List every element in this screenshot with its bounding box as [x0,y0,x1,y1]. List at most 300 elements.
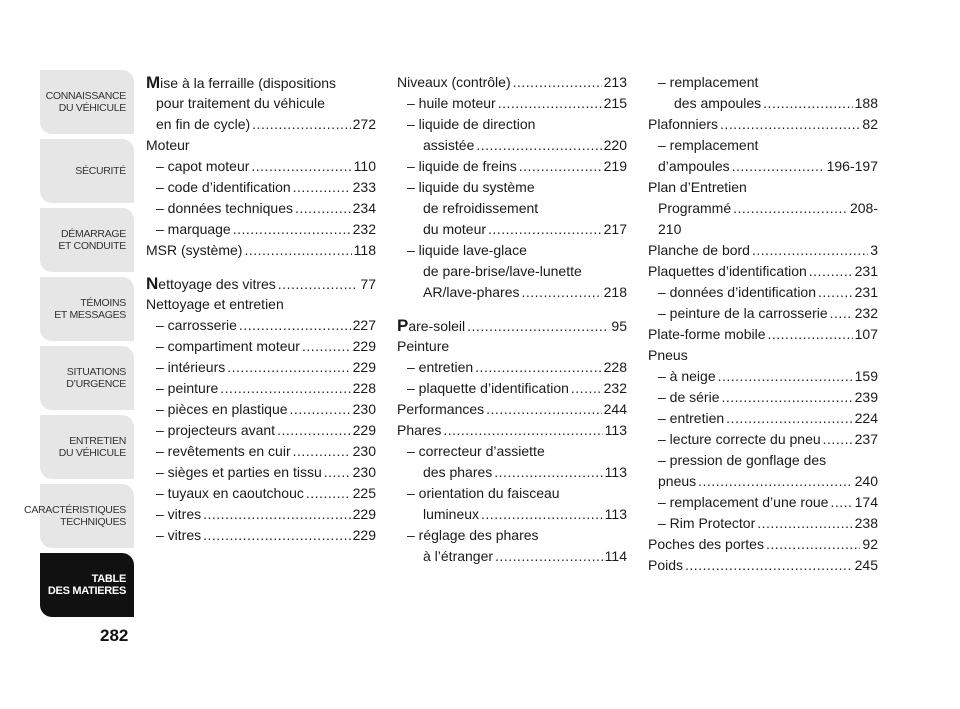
index-entry[interactable] [146,198,376,219]
dot-leader [571,378,602,399]
index-entry[interactable] [648,513,878,534]
index-column-2 [397,72,627,567]
index-entry[interactable] [648,135,878,156]
index-entry-text [156,156,249,177]
index-entry-text [658,492,828,513]
dot-leader [830,492,852,513]
index-entry[interactable] [397,261,627,282]
dot-leader [766,534,860,555]
dot-leader [519,156,602,177]
dot-leader [763,93,852,114]
dot-leader [293,177,351,198]
index-entry-text [407,525,539,546]
section-initial: M [146,73,161,92]
index-entry[interactable] [397,378,627,399]
index-page-ref: 230 [352,464,376,480]
index-page-ref: 229 [352,422,376,438]
index-page-ref: 113 [604,506,627,522]
index-entry[interactable] [146,420,376,441]
index-entry[interactable] [397,483,627,504]
dot-leader [488,219,602,240]
index-entry-label: – code d’identification [156,179,291,195]
index-entry-label: – de série [658,389,720,405]
index-entry-label: – lecture correcte du pneu [658,431,821,447]
index-entry[interactable] [648,114,878,135]
index-entry[interactable] [146,135,376,156]
index-entry-label: – vitres [156,506,202,522]
index-entry[interactable] [397,72,627,93]
index-entry-label: du moteur [423,221,487,237]
index-entry[interactable] [146,72,376,93]
index-entry-text [146,72,336,94]
index-entry[interactable] [397,399,627,420]
index-entry-text [658,282,816,303]
dot-leader [306,483,351,504]
index-page-ref: 110 [353,158,376,174]
sidebar-tab[interactable]: SÉCURITÉ [40,139,134,203]
index-entry-text [648,555,683,576]
dot-leader [324,462,351,483]
index-page-ref: 224 [854,410,878,426]
dot-leader [486,399,601,420]
index-entry-text [423,504,479,525]
index-entry[interactable] [648,450,878,471]
index-entry-text [156,93,325,114]
index-entry-text [156,357,225,378]
dot-leader [732,156,825,177]
index-entry[interactable] [397,420,627,441]
dot-leader [818,282,853,303]
index-entry-label: des phares [423,464,493,480]
index-entry[interactable] [397,525,627,546]
index-page-ref: 231 [854,284,878,300]
dot-leader [768,324,853,345]
dot-leader [295,198,351,219]
index-entry-text [146,273,276,295]
index-entry[interactable] [146,378,376,399]
index-page-ref: 159 [854,368,878,384]
index-entry-label: – capot moteur [156,158,250,174]
dot-leader [481,504,603,525]
index-entry-text [156,219,231,240]
index-entry-label: Peinture [397,338,450,354]
index-entry[interactable] [146,273,376,294]
dot-leader [809,261,853,282]
index-entry-label: – liquide lave-glace [407,242,527,258]
index-entry-label: – remplacement d’une roue [658,494,829,510]
index-entry-text [648,261,807,282]
index-entry-text [146,294,284,315]
index-entry-label: Plate-forme mobile [648,326,766,342]
index-entry-label: Planche de bord [648,242,750,258]
index-entry-text [407,177,535,198]
index-entry-text [658,450,826,471]
index-page-ref: 113 [604,464,627,480]
index-entry[interactable] [648,198,878,219]
index-entry-label: pneus [658,473,697,489]
index-entry-label: – plaquette d’identification [407,380,569,396]
dot-leader [239,315,351,336]
index-entry-text [156,315,237,336]
dot-leader [475,357,601,378]
index-column-1 [146,72,376,546]
index-entry-text [156,441,291,462]
dot-leader [495,546,603,567]
index-page-ref: 240 [854,473,878,489]
index-entry-text [658,198,731,219]
index-entry-label: – liquide du système [407,179,535,195]
index-entry-text [658,408,724,429]
index-page-ref: 229 [352,527,376,543]
index-entry[interactable] [648,429,878,450]
index-entry[interactable] [146,483,376,504]
index-page-ref: 218 [603,284,627,300]
dot-leader [467,316,609,337]
index-page-ref: 229 [352,359,376,375]
index-entry-text [156,504,201,525]
index-entry-label: Phares [397,422,442,438]
index-page-ref: 77 [360,276,376,292]
index-entry-label: de refroidissement [423,200,539,216]
index-page-ref: 232 [352,221,376,237]
sidebar-tab[interactable]: CONNAISSANCE DU VÉHICULE [40,70,134,134]
index-page-ref: 231 [854,263,878,279]
index-entry[interactable] [146,294,376,315]
index-entry[interactable] [397,156,627,177]
index-entry-label: AR/lave-phares [423,284,520,300]
index-entry[interactable] [146,441,376,462]
dot-leader [698,471,852,492]
index-entry[interactable] [146,177,376,198]
dot-leader [203,525,351,546]
index-entry-label: d’ampoules [658,158,730,174]
dot-leader [227,357,350,378]
index-entry-label: – données techniques [156,200,293,216]
index-page-ref: 238 [854,515,878,531]
index-entry-label: 210 [658,221,682,237]
index-entry[interactable] [397,546,627,567]
index-entry-label: Poches des portes [648,536,764,552]
index-page-ref: 228 [603,359,627,375]
index-entry-text [423,198,538,219]
index-page-ref: 232 [854,305,878,321]
index-entry-label: – remplacement [658,137,759,153]
index-entry-label: – peinture de la carrosserie [658,305,828,321]
index-entry[interactable] [648,282,878,303]
index-entry[interactable] [146,357,376,378]
index-entry[interactable] [397,177,627,198]
dot-leader [244,240,351,261]
index-entry[interactable] [648,387,878,408]
index-entry-label: – pièces en plastique [156,401,288,417]
index-entry[interactable] [397,357,627,378]
index-page-ref: 230 [352,443,376,459]
dot-leader [720,114,860,135]
dot-leader [494,462,602,483]
index-page-ref: 113 [604,422,627,438]
sidebar-tab[interactable]: ENTRETIEN DU VÉHICULE [40,415,134,479]
index-entry-label: – liquide de freins [407,158,517,174]
index-entry-text [407,156,517,177]
dot-leader [443,420,602,441]
index-page-ref: 82 [862,116,878,132]
index-entry-text [156,399,288,420]
index-entry[interactable] [648,156,878,177]
index-entry[interactable] [146,240,376,261]
index-entry-label: Niveaux (contrôle) [397,74,511,90]
dot-leader [498,93,602,114]
index-page-ref: 3 [870,242,878,258]
index-page-ref: 219 [603,158,627,174]
index-page-ref: 245 [854,557,878,573]
sidebar-tab[interactable]: DÉMARRAGE ET CONDUITE [40,208,134,272]
section-gap [146,261,376,273]
index-page-ref: 232 [603,380,627,396]
index-entry[interactable] [146,462,376,483]
index-entry-label: – tuyaux en caoutchouc [156,485,304,501]
index-entry-label: MSR (système) [146,242,243,258]
index-entry[interactable] [648,72,878,93]
index-page-ref: 228 [352,380,376,396]
index-entry-label: des ampoules [674,95,762,111]
dot-leader [277,420,351,441]
index-entry-label: Moteur [146,137,190,153]
section-gap [397,303,627,315]
index-entry-text [407,240,527,261]
index-entry[interactable] [648,492,878,513]
index-entry-label: – huile moteur [407,95,496,111]
index-entry-label: Pneus [648,347,688,363]
index-entry[interactable] [648,219,878,240]
index-entry-label: – données d’identification [658,284,817,300]
index-entry[interactable] [648,345,878,366]
index-entry-text [658,72,758,93]
index-entry[interactable] [146,525,376,546]
index-page-ref: 237 [854,431,878,447]
index-page-ref: 174 [854,494,878,510]
index-entry-text [423,462,492,483]
index-entry-text [397,336,449,357]
index-entry-label: – entretien [407,359,474,375]
index-entry-label: Poids [648,557,684,573]
sidebar-tab[interactable]: SITUATIONS D’URGENCE [40,346,134,410]
index-entry-label: Performances [397,401,485,417]
index-entry[interactable] [648,324,878,345]
dot-leader [203,504,351,525]
index-entry-label: de pare-brise/lave-lunette [423,263,582,279]
index-entry[interactable] [397,282,627,303]
index-entry-label: – orientation du faisceau [407,485,560,501]
index-entry-label: ettoyage des vitres [158,276,276,292]
dot-leader [823,429,853,450]
index-entry-text [423,219,486,240]
index-entry[interactable] [397,336,627,357]
index-entry-text [658,471,696,492]
index-entry-text [407,378,569,399]
index-page-ref: 118 [353,242,376,258]
index-entry-label: are-soleil [408,318,466,334]
index-entry-label: – marquage [156,221,231,237]
index-entry-text [658,366,716,387]
index-entry[interactable] [397,315,627,336]
sidebar-tab[interactable]: TABLE DES MATIERES [40,553,134,617]
index-entry-text [156,378,218,399]
index-entry-text [658,156,730,177]
dot-leader [513,72,602,93]
index-entry-text [423,546,493,567]
index-page-ref: 215 [603,95,627,111]
dot-leader [302,336,351,357]
dot-leader [726,408,852,429]
index-entry-text [648,534,764,555]
index-entry[interactable] [648,93,878,114]
index-entry[interactable] [397,219,627,240]
index-page-ref: 244 [603,401,627,417]
dot-leader [522,282,602,303]
index-entry-text [423,135,474,156]
dot-leader [718,366,853,387]
index-entry-label: – remplacement [658,74,759,90]
sidebar-tab[interactable]: CARACTÉRISTIQUES TECHNIQUES [40,484,134,548]
dot-leader [220,378,350,399]
dot-leader [278,274,359,295]
sidebar-tab[interactable]: TÉMOINS ET MESSAGES [40,277,134,341]
index-entry-text [146,135,190,156]
index-entry-label: Nettoyage et entretien [146,296,284,312]
index-entry-text [648,114,718,135]
index-entry[interactable] [648,240,878,261]
dot-leader [757,513,852,534]
index-entry-label: Plafonniers [648,116,719,132]
index-entry[interactable] [397,93,627,114]
index-entry-label: – Rim Protector [658,515,756,531]
index-entry-text [397,72,511,93]
index-entry-label: pour traitement du véhicule [156,95,325,111]
index-entry-text [658,429,821,450]
index-entry[interactable] [397,135,627,156]
index-entry-text [407,483,560,504]
index-entry-label: Programmé [658,200,732,216]
index-entry-text [156,462,322,483]
index-entry[interactable] [648,366,878,387]
index-entry-text [156,198,293,219]
index-entry-label: – correcteur d’assiette [407,443,545,459]
index-entry-label: – sièges et parties en tissu [156,464,322,480]
index-page-ref: 196-197 [826,158,878,174]
index-page-ref: 227 [352,317,376,333]
index-entry-text [658,219,681,240]
index-page-ref: 188 [854,95,878,111]
index-entry-text [658,303,828,324]
index-entry[interactable] [397,504,627,525]
index-page-ref: 107 [854,326,878,342]
index-entry-label: en fin de cycle) [156,116,251,132]
index-entry[interactable] [648,303,878,324]
index-entry-label: – compartiment moteur [156,338,300,354]
index-entry-label: assistée [423,137,475,153]
index-page-ref: 92 [862,536,878,552]
index-entry[interactable] [146,219,376,240]
index-entry[interactable] [648,555,878,576]
index-entry-text [156,525,201,546]
index-entry-text [407,357,473,378]
index-entry-text [658,135,758,156]
index-entry[interactable] [648,408,878,429]
index-entry[interactable] [397,240,627,261]
index-page-ref: 230 [352,401,376,417]
index-column-3 [648,72,878,576]
index-entry[interactable] [397,198,627,219]
index-entry-label: – peinture [156,380,219,396]
index-entry[interactable] [146,504,376,525]
index-entry-label: lumineux [423,506,480,522]
index-entry-text [648,345,688,366]
index-entry[interactable] [146,93,376,114]
index-page-ref: 95 [611,318,627,334]
index-page-ref: 234 [352,200,376,216]
index-entry-label: – à neige [658,368,716,384]
index-entry[interactable] [397,441,627,462]
section-initial: P [397,316,409,335]
index-entry[interactable] [146,399,376,420]
index-page-ref: 208- [849,200,878,216]
dot-leader [476,135,601,156]
index-entry[interactable] [397,462,627,483]
index-entry-label: – revêtements en cuir [156,443,291,459]
index-page-ref: 114 [604,548,627,564]
index-entry-text [156,336,300,357]
index-entry-text [156,114,250,135]
index-entry[interactable] [648,177,878,198]
index-entry[interactable] [146,156,376,177]
index-page-ref: 220 [603,137,627,153]
index-entry[interactable] [146,315,376,336]
index-page-ref: 225 [352,485,376,501]
index-entry[interactable] [146,114,376,135]
index-page-ref: 239 [854,389,878,405]
index-entry-text [407,93,496,114]
index-entry-text [648,240,750,261]
index-entry[interactable] [648,261,878,282]
page-number: 282 [100,626,129,645]
index-entry-label: – liquide de direction [407,116,536,132]
index-entry-text [658,387,719,408]
index-entry-text [423,282,520,303]
index-entry[interactable] [397,114,627,135]
index-entry-label: – vitres [156,527,202,543]
index-entry-label: – intérieurs [156,359,226,375]
dot-leader [251,156,351,177]
index-entry-text [648,324,766,345]
index-entry-text [156,177,291,198]
dot-leader [252,114,350,135]
index-entry[interactable] [648,534,878,555]
index-entry-text [407,114,535,135]
index-entry-label: Plan d’Entretien [648,179,747,195]
index-entry-text [423,261,582,282]
index-entry-text [397,315,465,337]
index-entry[interactable] [648,471,878,492]
index-page-ref: 233 [352,179,376,195]
dot-leader [733,198,848,219]
dot-leader [290,399,351,420]
index-entry-text [674,93,761,114]
dot-leader [752,240,868,261]
index-entry-label: à l’étranger [423,548,494,564]
index-entry-label: ise à la ferraille (dispositions [160,75,337,91]
index-entry[interactable] [146,336,376,357]
index-page-ref: 229 [352,506,376,522]
